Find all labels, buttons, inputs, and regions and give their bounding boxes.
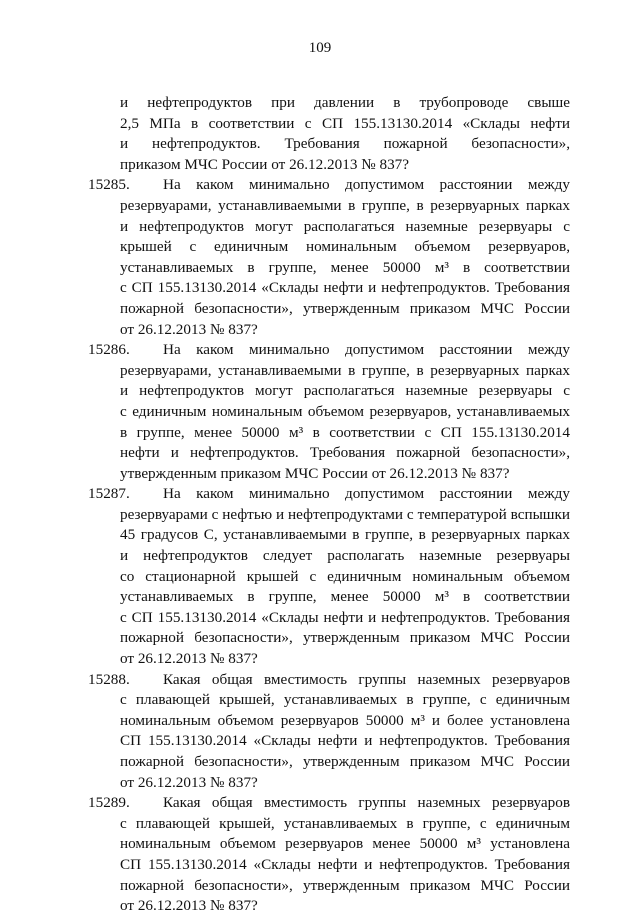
text-line: от 26.12.2013 № 837?: [120, 897, 258, 915]
text-line: утвержденным приказом МЧС России от 26.12.2013 № 837?: [120, 464, 510, 482]
question-number: 15286.: [88, 341, 130, 359]
question-item: [88, 175, 570, 340]
text-line: пожарной безопасности», утвержденным приказом МЧС России: [120, 629, 570, 647]
question-first-line: На каком минимально допустимом расстоянии между: [163, 176, 570, 194]
text-line: крышей с единичным номинальным объемом резервуаров,: [120, 238, 570, 256]
text-line: резервуарами, устанавливаемыми в группе, в резервуарных парках: [120, 361, 570, 379]
question-number: 15285.: [88, 176, 130, 194]
question-first-line: На каком минимально допустимом расстоянии между: [163, 485, 570, 503]
question-item: [88, 484, 570, 669]
question-first-line: Какая общая вместимость группы наземных резервуаров: [163, 794, 570, 812]
text-line: и нефтепродуктов при давлении в трубопроводе свыше: [120, 94, 570, 111]
text-line: номинальным объемом резервуаров 50000 м³ и более установлена: [120, 711, 570, 729]
question-item: [88, 340, 570, 484]
text-line: СП 155.13130.2014 «Склады нефти и нефтепродуктов. Требования: [120, 855, 570, 873]
text-line: СП 155.13130.2014 «Склады нефти и нефтепродуктов. Требования: [120, 732, 570, 750]
text-line: приказом МЧС России от 26.12.2013 № 837?: [120, 155, 410, 173]
text-line: пожарной безопасности», утвержденным приказом МЧС России: [120, 876, 570, 894]
text-line: от 26.12.2013 № 837?: [120, 320, 258, 338]
document-body: [88, 93, 570, 917]
question-first-line: На каком минимально допустимом расстоянии между: [163, 341, 570, 359]
text-line: 45 градусов С, устанавливаемыми в группе, в резервуарных парках: [120, 526, 570, 544]
text-line: 2,5 МПа в соответствии с СП 155.13130.2014 «Склады нефти: [120, 114, 570, 132]
text-line: пожарной безопасности», утвержденным приказом МЧС России: [120, 299, 570, 317]
text-line: и нефтепродуктов могут располагаться наземные резервуары с: [120, 382, 570, 400]
question-first-line: Какая общая вместимость группы наземных резервуаров: [163, 670, 570, 688]
question-item: [88, 793, 570, 917]
page-number: 109: [308, 40, 332, 56]
question-number: 15287.: [88, 485, 130, 503]
text-line: с СП 155.13130.2014 «Склады нефти и нефтепродуктов. Требования: [120, 608, 570, 626]
text-line: от 26.12.2013 № 837?: [120, 650, 258, 668]
text-line: резервуарами с нефтью и нефтепродуктами с температурой вспышки: [120, 505, 570, 523]
text-line: номинальным объемом резервуаров менее 50000 м³ установлена: [120, 835, 570, 853]
text-line: с единичным номинальным объемом резервуаров, устанавливаемых: [120, 402, 570, 420]
question-number: 15289.: [88, 794, 130, 812]
text-line: в группе, менее 50000 м³ в соответствии с СП 155.13130.2014: [120, 423, 570, 441]
text-line: с плавающей крышей, устанавливаемых в группе, с единичным: [120, 691, 570, 709]
question-item: [88, 670, 570, 794]
text-line: от 26.12.2013 № 837?: [120, 773, 258, 791]
text-line: резервуарами, устанавливаемыми в группе, в резервуарных парках: [120, 196, 570, 214]
text-line: и нефтепродуктов следует располагать наземные резервуары: [120, 547, 570, 565]
text-line: с плавающей крышей, устанавливаемых в группе, с единичным: [120, 814, 570, 832]
text-line: со стационарной крышей с единичным номинальным объемом: [120, 567, 570, 585]
text-line: нефти и нефтепродуктов. Требования пожарной безопасности»,: [120, 444, 570, 462]
text-line: с СП 155.13130.2014 «Склады нефти и нефтепродуктов. Требования: [120, 279, 570, 297]
intro-continuation: [88, 93, 570, 175]
text-line: устанавливаемых в группе, менее 50000 м³ в соответствии: [120, 588, 570, 606]
text-line: и нефтепродуктов. Требования пожарной безопасности»,: [120, 135, 570, 153]
text-line: пожарной безопасности», утвержденным приказом МЧС России: [120, 753, 570, 770]
question-number: 15288.: [88, 670, 130, 688]
text-line: устанавливаемых в группе, менее 50000 м³ в соответствии: [120, 258, 570, 276]
text-line: и нефтепродуктов могут располагаться наземные резервуары с: [120, 217, 570, 235]
